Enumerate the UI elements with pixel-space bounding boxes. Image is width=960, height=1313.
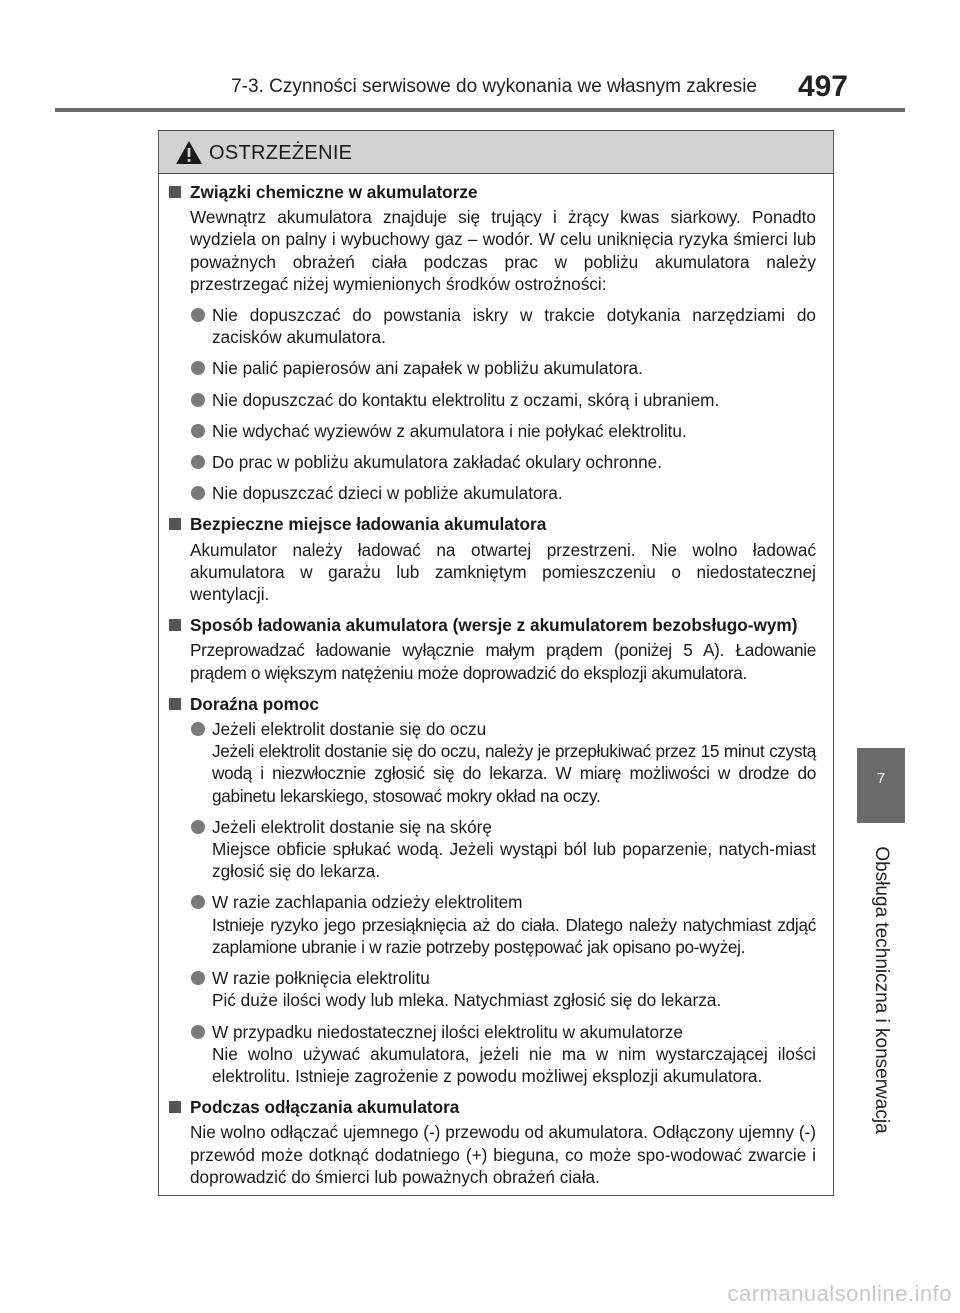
list-item: Nie palić papierosów ani zapałek w pobliżu akumulatora. [169, 357, 816, 379]
round-bullet-icon [191, 486, 205, 500]
round-bullet-icon [191, 393, 205, 407]
section-heading: Podczas odłączania akumulatora [169, 1096, 816, 1118]
page-number: 497 [797, 70, 848, 103]
square-bullet-icon [169, 186, 181, 198]
section-text: Przeprowadzać ładowanie wyłącznie małym prądem (poniżej 5 A). Ładowanie prądem o większym natężeniu może doprowadzić do eksplozji akumulatora. [190, 640, 816, 683]
list-item: Nie dopuszczać do kontaktu elektrolitu z oczami, skórą i ubraniem. [169, 389, 816, 411]
section-heading: Bezpieczne miejsce ładowania akumulatora [169, 513, 816, 535]
chapter-label: Obsługa techniczna i konserwacja [871, 846, 892, 1134]
page-header [0, 70, 960, 103]
round-bullet-icon [191, 895, 205, 909]
square-bullet-icon [169, 518, 181, 530]
section-title: 7-3. Czynności serwisowe do wykonania we własnym zakresie [231, 76, 757, 97]
round-bullet-icon [191, 424, 205, 438]
square-bullet-icon [169, 698, 181, 710]
list-item: W razie połknięcia elektrolitu Pić duże ilości wody lub mleka. Natychmiast zgłosić się do lekarza. [169, 967, 816, 1011]
section-text: Akumulator należy ładować na otwartej przestrzeni. Nie wolno ładować akumulatora w garażu lub zamkniętym pomieszczeniu o niedostatecznej wentylacji. [190, 539, 816, 605]
warning-triangle-icon [175, 140, 203, 165]
list-item: Nie wdychać wyziewów z akumulatora i nie połykać elektrolitu. [169, 420, 816, 442]
warning-header [159, 131, 833, 174]
section-heading: Związki chemiczne w akumulatorze [169, 181, 816, 203]
list-item: Nie dopuszczać do powstania iskry w trakcie dotykania narzędziami do zacisków akumulatora. [169, 304, 816, 348]
round-bullet-icon [191, 722, 205, 736]
warning-box [158, 130, 834, 1196]
round-bullet-icon [191, 971, 205, 985]
round-bullet-icon [191, 455, 205, 469]
list-item: W razie zachlapania odzieży elektrolitem Istnieje ryzyko jego przesiąknięcia aż do ciała. Dlatego należy natychmiast zdjąć zaplamione ubranie i w razie potrzeby postępować jak opisano po-wyżej. [169, 891, 816, 958]
warning-title: OSTRZEŻENIE [209, 142, 353, 164]
list-item: Nie dopuszczać dzieci w pobliże akumulatora. [169, 482, 816, 504]
list-item: W przypadku niedostatecznej ilości elektrolitu w akumulatorze Nie wolno używać akumulatora, jeżeli nie ma w nim wystarczającej ilości elektrolitu. Istnieje zagrożenie z powodu możliwej eksplozji akumulatora. [169, 1021, 816, 1088]
list-item: Jeżeli elektrolit dostanie się na skórę Miejsce obficie spłukać wodą. Jeżeli wystąpi ból lub poparzenie, natych-miast zgłosić się do lekarza. [169, 816, 816, 883]
section-text: Nie wolno odłączać ujemnego (-) przewodu od akumulatora. Odłączony ujemny (-) przewód może dotknąć dodatniego (+) bieguna, co może spo-wodować zwarcie i doprowadzić do śmierci lub poważnych obrażeń ciała. [190, 1122, 816, 1187]
warning-content [159, 174, 833, 1188]
square-bullet-icon [169, 619, 181, 631]
section-heading: Doraźna pomoc [169, 693, 816, 715]
section-heading: Sposób ładowania akumulatora (wersje z akumulatorem bezobsługo-wym) [169, 614, 816, 636]
header-rule [55, 108, 905, 112]
round-bullet-icon [191, 1025, 205, 1039]
watermark: carmanualsonline.info [727, 1281, 952, 1306]
round-bullet-icon [191, 308, 205, 322]
chapter-number: 7 [876, 770, 886, 787]
chapter-tab [857, 748, 905, 823]
list-item: Jeżeli elektrolit dostanie się do oczu Jeżeli elektrolit dostanie się do oczu, należy je przepłukiwać przez 15 minut czystą wodą i niezwłocznie zgłosić się do lekarza. W miarę możliwości w drodze do gabinetu lekarskiego, stosować mokry okład na oczy. [169, 718, 816, 807]
list-item: Do prac w pobliżu akumulatora zakładać okulary ochronne. [169, 451, 816, 473]
round-bullet-icon [191, 820, 205, 834]
section-text: Wewnątrz akumulatora znajduje się trujący i żrący kwas siarkowy. Ponadto wydziela on palny i wybuchowy gaz – wodór. W celu uniknięcia ryzyka śmierci lub poważnych obrażeń ciała podczas prac w pobliżu akumulatora należy przestrzegać niżej wymienionych środków ostrożności: [190, 207, 816, 294]
round-bullet-icon [191, 361, 205, 375]
square-bullet-icon [169, 1101, 181, 1113]
